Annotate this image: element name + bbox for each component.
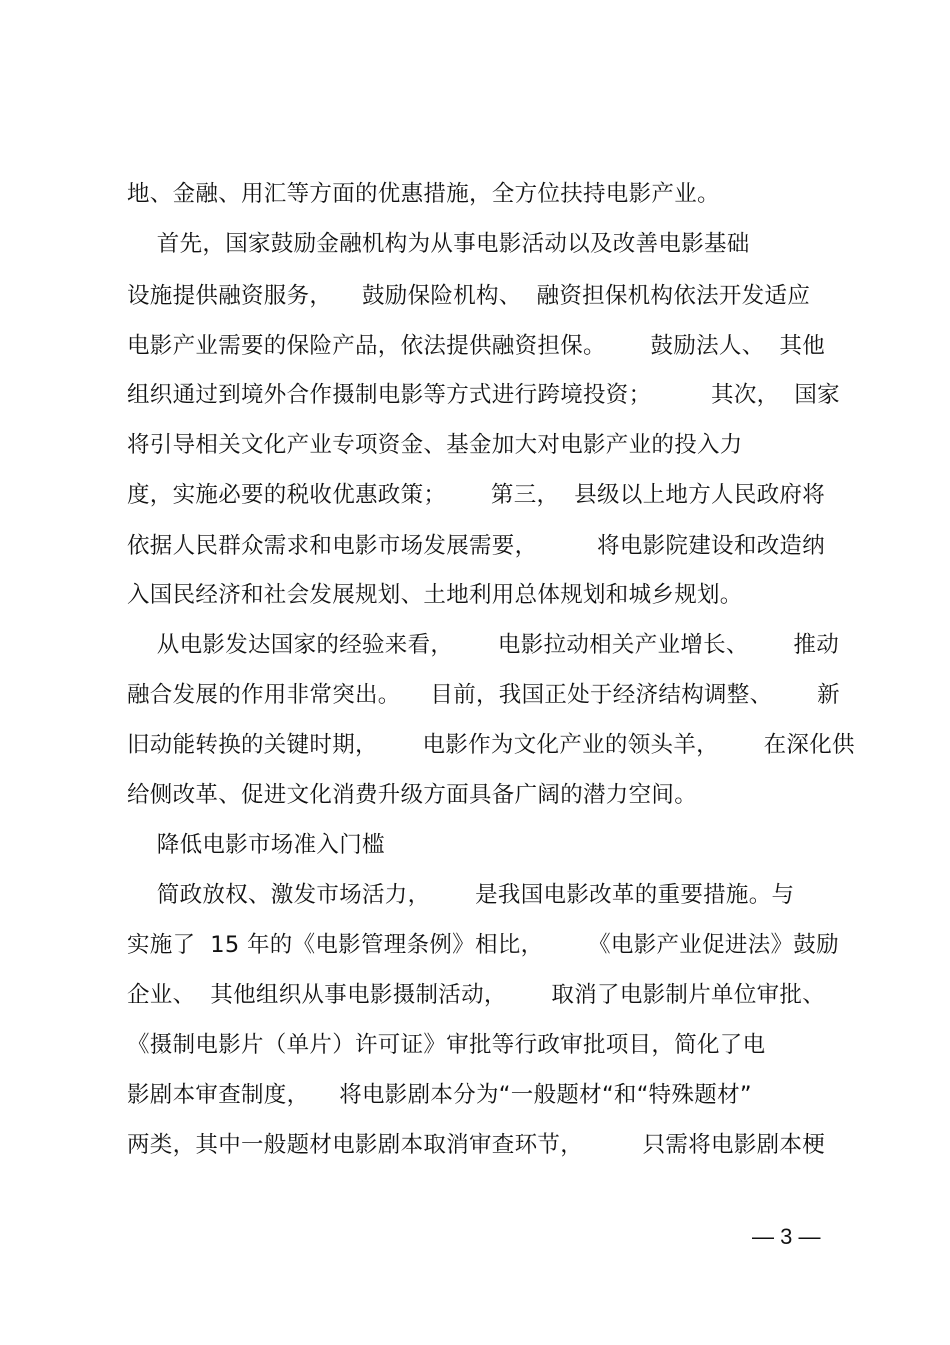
text-line: 将引导相关文化产业专项资金、基金加大对电影产业的投入力	[127, 432, 743, 458]
text-line: 旧动能转换的关键时期， 电影作为文化产业的领头羊， 在深化供	[127, 732, 855, 758]
text-line: 入国民经济和社会发展规划、土地利用总体规划和城乡规划。	[127, 582, 743, 608]
text-line: 首先，国家鼓励金融机构为从事电影活动以及改善电影基础	[127, 231, 750, 257]
text-line: 企业、 其他组织从事电影摄制活动， 取消了电影制片单位审批、	[127, 982, 826, 1008]
section-heading: 降低电影市场准入门槛	[127, 832, 385, 858]
page-number: — 3 —	[752, 1224, 821, 1249]
text-line: 影剧本审查制度， 将电影剧本分为“一般题材“和“特殊题材”	[127, 1082, 752, 1108]
text-line: 地、金融、用汇等方面的优惠措施，全方位扶持电影产业。	[127, 181, 720, 207]
text-line: 实施了 15 年的《电影管理条例》相比， 《电影产业促进法》鼓励	[127, 932, 839, 958]
text-line: 组织通过到境外合作摄制电影等方式进行跨境投资； 其次， 国家	[127, 382, 840, 408]
text-line: 电影产业需要的保险产品，依法提供融资担保。 鼓励法人、 其他	[127, 333, 826, 359]
text-line: 从电影发达国家的经验来看， 电影拉动相关产业增长、 推动	[127, 632, 840, 658]
text-line: 设施提供融资服务， 鼓励保险机构、 融资担保机构依法开发适应	[127, 283, 811, 309]
text-line: 融合发展的作用非常突出。 目前，我国正处于经济结构调整、 新	[127, 682, 840, 708]
text-line: 依据人民群众需求和电影市场发展需要， 将电影院建设和改造纳	[127, 533, 826, 559]
text-line: 简政放权、激发市场活力， 是我国电影改革的重要措施。与	[127, 882, 795, 908]
text-line: 给侧改革、促进文化消费升级方面具备广阔的潜力空间。	[127, 782, 698, 808]
text-line: 《摄制电影片（单片）许可证》审批等行政审批项目，简化了电	[127, 1032, 766, 1058]
text-line: 两类，其中一般题材电影剧本取消审查环节， 只需将电影剧本梗	[127, 1132, 826, 1158]
text-line: 度，实施必要的税收优惠政策； 第三， 县级以上地方人民政府将	[127, 482, 826, 508]
